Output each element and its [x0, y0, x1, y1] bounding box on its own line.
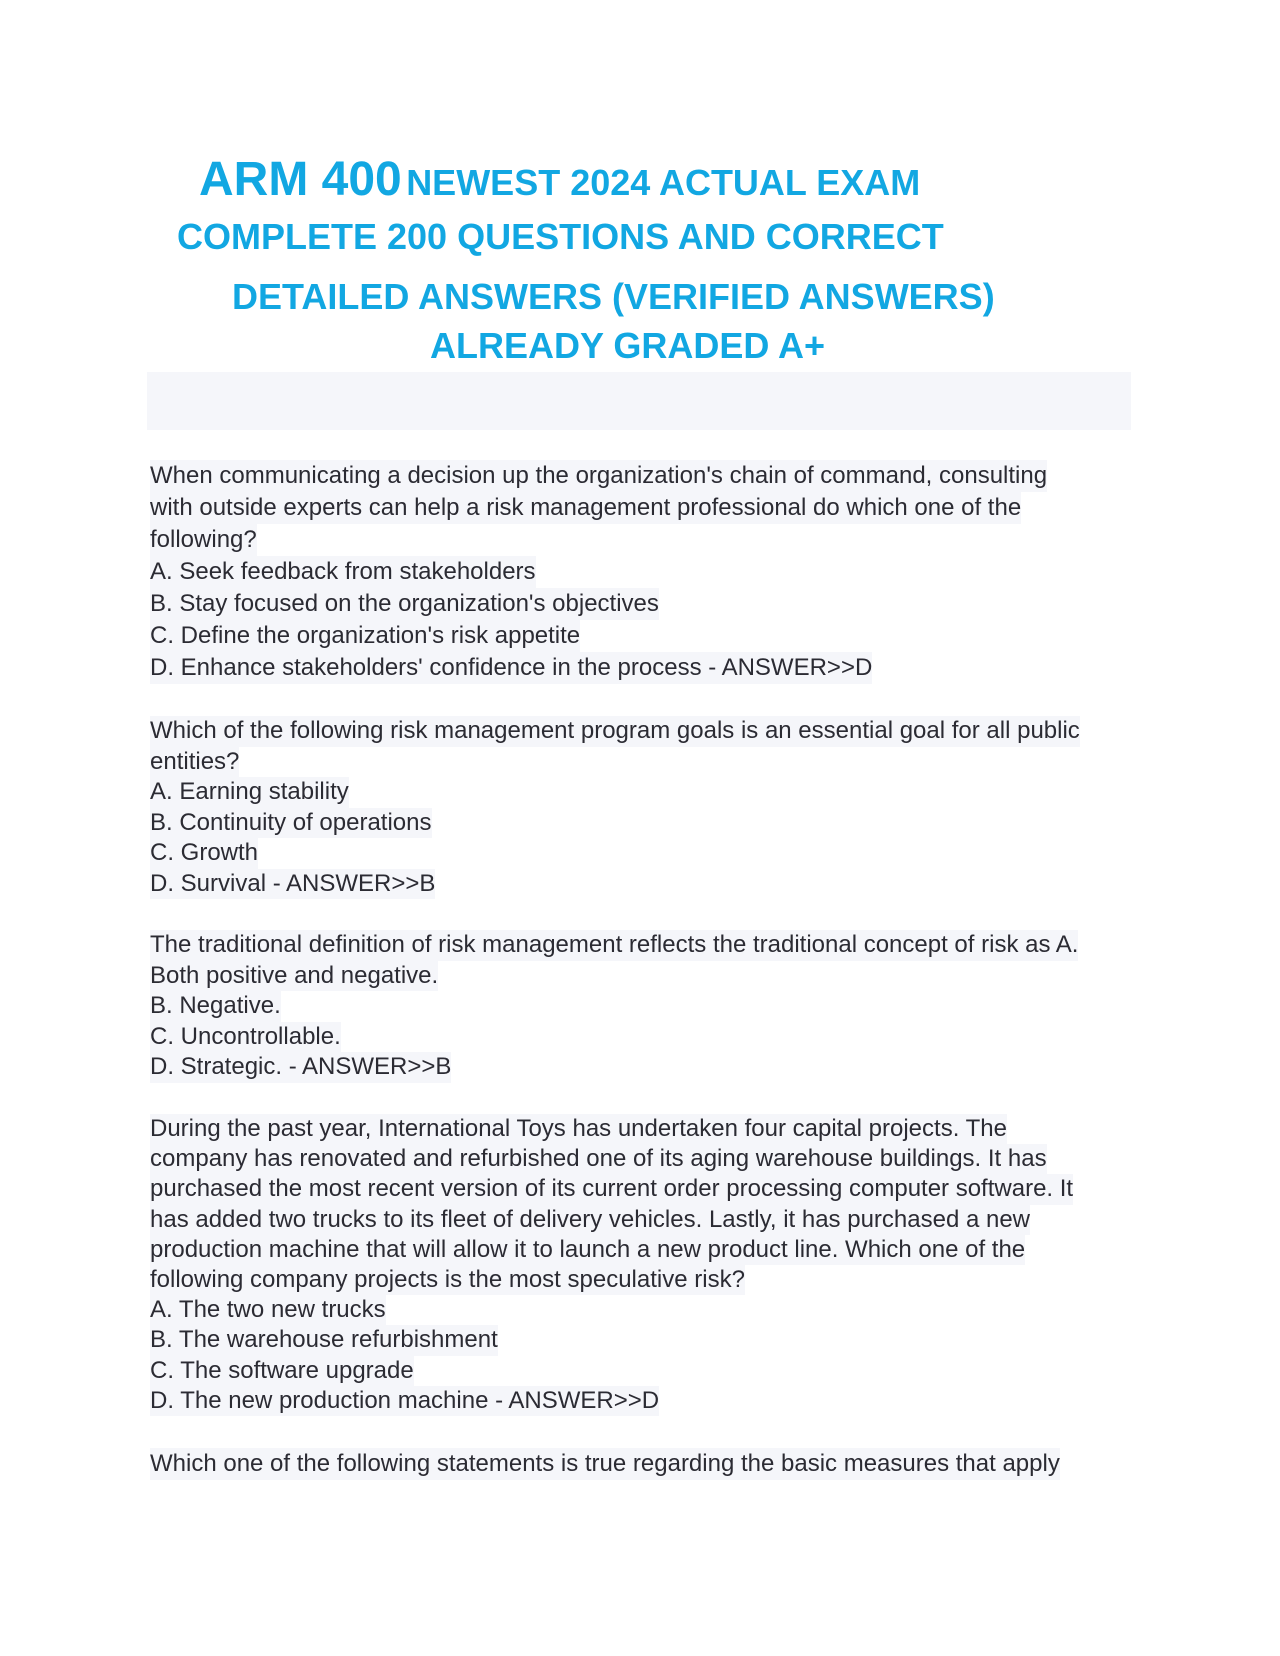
- document-title-line-3: DETAILED ANSWERS (VERIFIED ANSWERS): [232, 276, 995, 317]
- answer-option: A. The two new trucks: [150, 1295, 386, 1325]
- question-block: [150, 1114, 1130, 1416]
- question-line: with outside experts can help a risk management professional do which one of the: [150, 492, 1021, 524]
- answer-option-with-key: D. The new production machine - ANSWER>>D: [150, 1386, 659, 1416]
- question-line: has added two trucks to its fleet of delivery vehicles. Lastly, it has purchased a new: [150, 1205, 1030, 1235]
- question-line: During the past year, International Toys has undertaken four capital projects. The: [150, 1114, 1007, 1144]
- answer-option: C. Growth: [150, 838, 258, 869]
- document-title-line-4: ALREADY GRADED A+: [430, 325, 826, 366]
- answer-option: B. Negative.: [150, 991, 281, 1022]
- title-text: NEWEST 2024 ACTUAL EXAM: [406, 162, 921, 203]
- answer-option-with-key: D. Enhance stakeholders' confidence in the process - ANSWER>>D: [150, 652, 872, 684]
- answer-option: B. The warehouse refurbishment: [150, 1325, 498, 1355]
- answer-option: Both positive and negative.: [150, 961, 438, 992]
- question-line: purchased the most recent version of its current order processing computer software. It: [150, 1174, 1073, 1204]
- answer-option: A. Seek feedback from stakeholders: [150, 556, 536, 588]
- answer-option: B. Stay focused on the organization's objectives: [150, 588, 659, 620]
- answer-option: B. Continuity of operations: [150, 808, 432, 839]
- question-line: The traditional definition of risk management reflects the traditional concept of risk as A.: [150, 930, 1078, 961]
- question-line: production machine that will allow it to launch a new product line. Which one of the: [150, 1235, 1025, 1265]
- answer-option-with-key: D. Strategic. - ANSWER>>B: [150, 1052, 451, 1083]
- question-line: Which one of the following statements is true regarding the basic measures that apply: [150, 1448, 1060, 1480]
- answer-option: C. The software upgrade: [150, 1356, 414, 1386]
- question-block: [150, 930, 1130, 1083]
- question-line: following?: [150, 524, 257, 556]
- answer-option-with-key: D. Survival - ANSWER>>B: [150, 869, 435, 900]
- question-line: company has renovated and refurbished one of its aging warehouse buildings. It has: [150, 1144, 1047, 1174]
- question-line: entities?: [150, 747, 239, 778]
- answer-option: C. Uncontrollable.: [150, 1022, 341, 1053]
- answer-option: A. Earning stability: [150, 777, 349, 808]
- question-line: When communicating a decision up the organization's chain of command, consulting: [150, 460, 1047, 492]
- question-block: [150, 460, 1130, 684]
- course-code: ARM 400: [199, 153, 402, 206]
- shaded-spacer-band: [147, 372, 1131, 430]
- question-block: [150, 716, 1130, 899]
- answer-option: C. Define the organization's risk appetite: [150, 620, 580, 652]
- document-title-line-1: [199, 152, 920, 207]
- question-line: following company projects is the most speculative risk?: [150, 1265, 745, 1295]
- question-block: [150, 1448, 1130, 1480]
- document-title-line-2: COMPLETE 200 QUESTIONS AND CORRECT: [177, 216, 944, 257]
- question-line: Which of the following risk management program goals is an essential goal for all public: [150, 716, 1080, 747]
